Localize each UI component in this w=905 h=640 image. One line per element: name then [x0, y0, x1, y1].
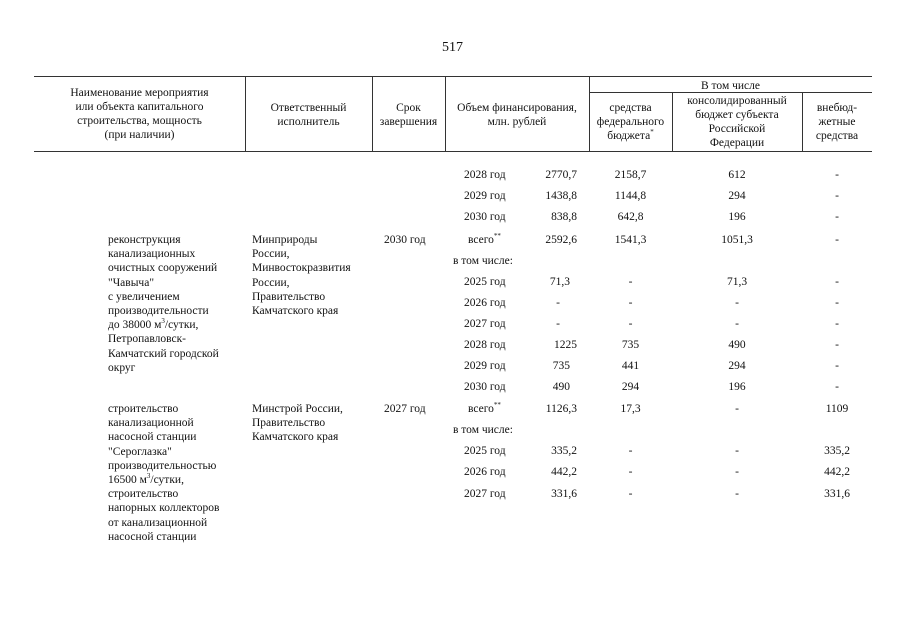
header-deadline: Срок завершения [379, 102, 438, 128]
footnote-mark: * [650, 128, 654, 136]
project1-executor: Минприроды России, Минвостокразвития России, Правительство Камчатского края [252, 234, 351, 318]
page-number: 517 [442, 40, 463, 55]
header-volume: Объем финансирования, млн. рублей [457, 102, 577, 128]
project2-executor: Минстрой России, Правительство Камчатского края [252, 403, 343, 444]
table-top-border [34, 76, 872, 77]
project1-including-label: в том числе: [453, 255, 513, 267]
project1-deadline: 2030 год [384, 234, 426, 246]
project1-description: реконструкция канализационных очистных сооружений "Чавыча" с увеличением производительности до 38000 $м^3$/сутки, Петропавловск- Камчатский городской округ [108, 234, 219, 374]
header-bottom-border [34, 151, 872, 152]
project2-deadline: 2027 год [384, 403, 426, 415]
project2-including-label: в том числе: [453, 424, 513, 436]
header-federal: средства федерального бюджета* [596, 102, 665, 142]
header-extra: внебюд- жетные средства [815, 102, 859, 142]
header-including: В том числе [701, 80, 760, 92]
header-executor: Ответственный исполнитель [270, 102, 347, 128]
project2-description: строительство канализационной насосной станции "Сероглазка" производительностью 16500 $м^3$/сутки, строительство напорных коллекторов от канализационной насосной станции [108, 403, 220, 543]
header-regional: консолидированный бюджет субъекта Российской Федерации [687, 95, 787, 149]
header-name: Наименование мероприятия или объекта капитального строительства, мощность (при наличии) [70, 87, 209, 141]
